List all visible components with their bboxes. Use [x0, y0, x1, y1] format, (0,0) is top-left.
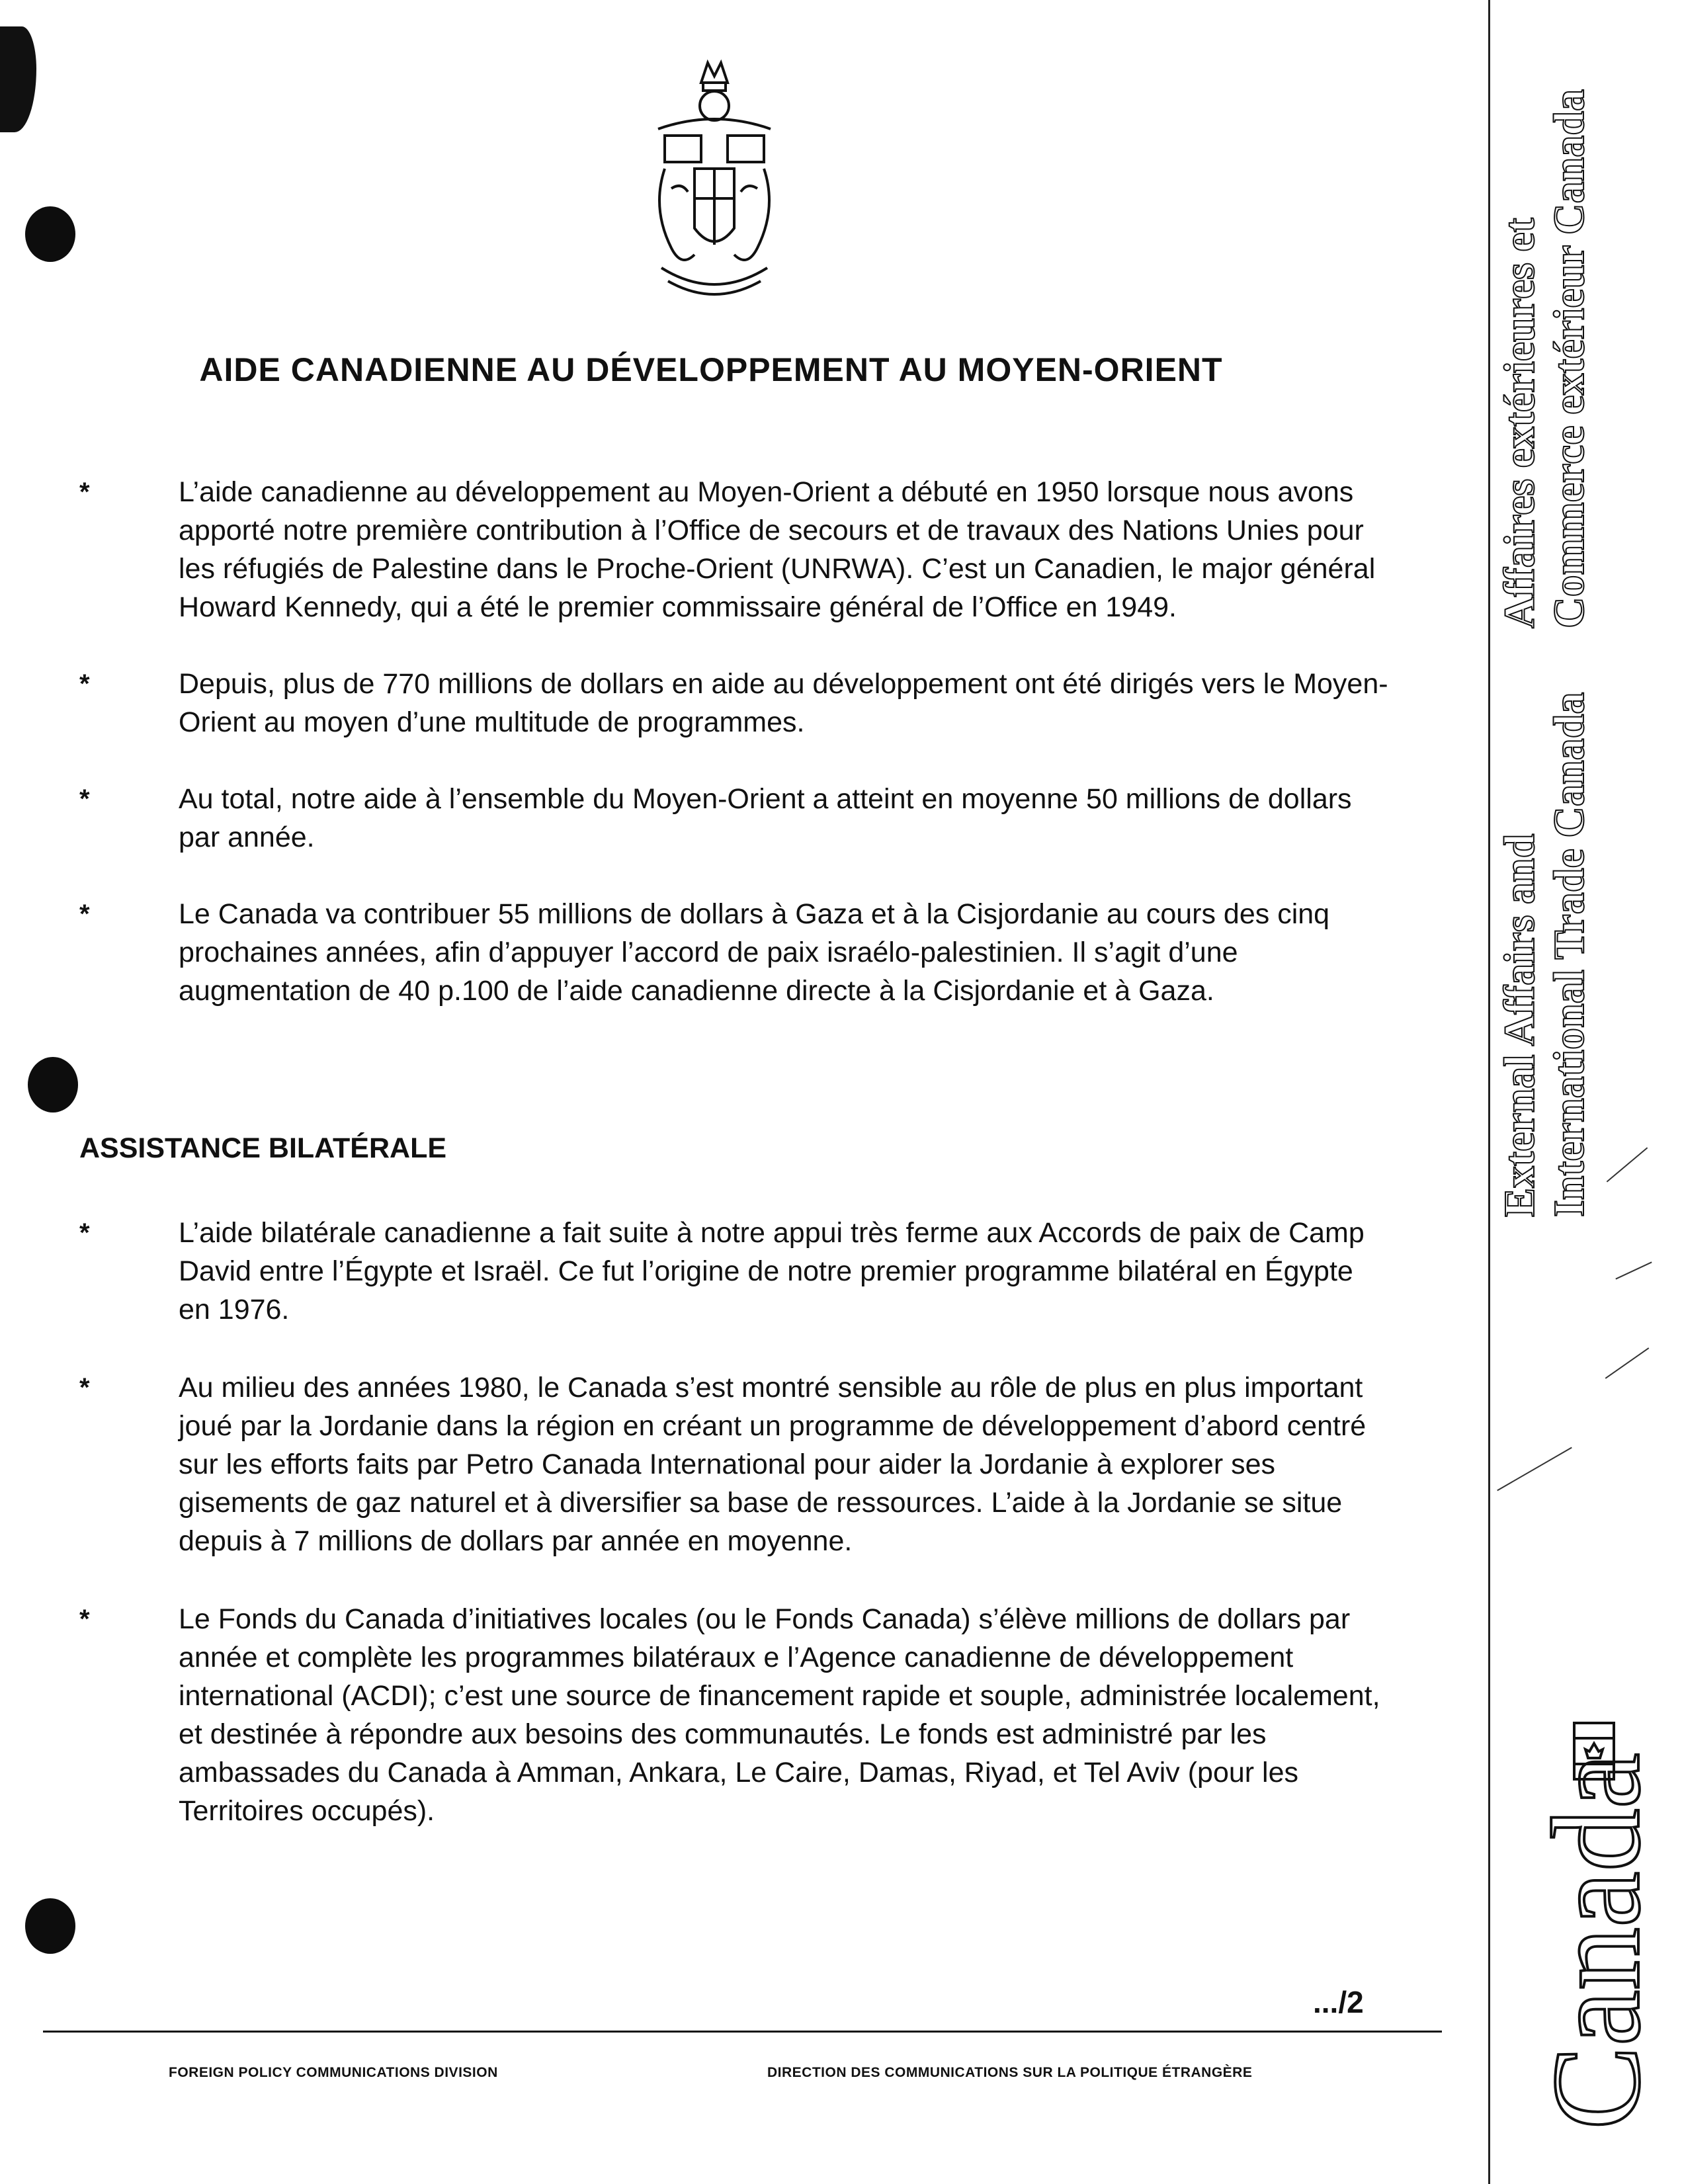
coat-of-arms-icon — [645, 56, 784, 308]
letterhead-sidebar — [1495, 0, 1682, 2184]
paragraph: L’aide bilatérale canadienne a fait suite à notre appui très ferme aux Accords de paix de Camp David entre l’Égypte et Israël. Ce fut l’origine de notre premier programme bilatéral en Égypte en 1976. — [179, 1217, 1365, 1325]
bullet-marker: * — [79, 478, 90, 507]
canada-wordmark: Canada — [1527, 1753, 1666, 2130]
page-title: AIDE CANADIENNE AU DÉVELOPPEMENT AU MOYEN-ORIENT — [199, 351, 1223, 388]
list-item — [79, 1368, 1389, 1560]
bullet-marker: * — [79, 784, 90, 814]
paragraph: L’aide canadienne au développement au Moyen-Orient a débuté en 1950 lorsque nous avons apporté notre première contribution à l’Office de secours et de travaux des Nations Unies pour les réfugiés de Palestine dans le Proche-Orient (UNRWA). C’est un Canadien, le major général Howard Kennedy, qui a été le premier commissaire général de l’Office en 1949. — [179, 476, 1376, 623]
letterhead-fr-line2: Commerce extérieur Canada — [1545, 89, 1593, 628]
letterhead-en-line1: External Affairs and — [1495, 833, 1544, 1217]
letterhead-en-line2: International Trade Canada — [1545, 692, 1593, 1217]
list-item — [79, 1214, 1389, 1329]
paragraph: Le Fonds du Canada d’initiatives locales (ou le Fonds Canada) s’élève millions de dollars par année et complète les programmes bilatéraux e l’Agence canadienne de développement international (ACDI); c’est une source de financement rapide et souple, administrée localement, et destinée à répondre aux besoins des communautés. Le fonds est administré par les ambassades du Canada à Amman, Ankara, Le Caire, Damas, Riyad, et Tel Aviv (pour les Territoires occupés). — [179, 1603, 1380, 1827]
section-heading: ASSISTANCE BILATÉRALE — [79, 1132, 447, 1164]
list-item — [79, 1600, 1389, 1830]
punch-hole-bottom — [25, 1898, 75, 1954]
list-item — [79, 895, 1389, 1010]
bullet-marker: * — [79, 1373, 90, 1402]
list-item — [79, 473, 1389, 626]
bullet-marker: * — [79, 900, 90, 929]
punch-hole-middle — [28, 1057, 78, 1113]
letterhead-divider — [1488, 0, 1490, 2184]
page-continuation: .../2 — [1313, 1985, 1364, 2019]
footer-right: DIRECTION DES COMMUNICATIONS SUR LA POLITIQUE ÉTRANGÈRE — [767, 2065, 1253, 2080]
footer-left: FOREIGN POLICY COMMUNICATIONS DIVISION — [169, 2065, 498, 2080]
bullet-marker: * — [79, 1605, 90, 1634]
letterhead-fr-line1: Affaires extérieures et — [1495, 218, 1544, 628]
paragraph: Depuis, plus de 770 millions de dollars en aide au développement ont été dirigés vers le Moyen-Orient au moyen d’une multitude de programmes. — [179, 668, 1388, 738]
bullet-marker: * — [79, 1218, 90, 1247]
flag-icon — [1571, 1720, 1617, 1783]
paragraph: Au total, notre aide à l’ensemble du Moyen-Orient a atteint en moyenne 50 millions de dollars par année. — [179, 783, 1352, 853]
paragraph: Au milieu des années 1980, le Canada s’est montré sensible au rôle de plus en plus important joué par la Jordanie dans la région en créant un programme de développement d’abord centré sur les efforts faits par Petro Canada International pour aider la Jordanie à explorer ses gisements de gaz naturel et à diversifier sa base de ressources. L’aide à la Jordanie se situe depuis à 7 millions de dollars par année en moyenne. — [179, 1372, 1367, 1557]
footer-rule — [43, 2031, 1442, 2033]
list-item — [79, 780, 1389, 857]
intro-list — [79, 473, 1389, 1051]
list-item — [79, 665, 1389, 741]
bilateral-list — [79, 1214, 1389, 1871]
bullet-marker: * — [79, 669, 90, 698]
scan-smudge — [0, 26, 36, 132]
punch-hole-top — [25, 206, 75, 262]
paragraph: Le Canada va contribuer 55 millions de dollars à Gaza et à la Cisjordanie au cours des cinq prochaines années, afin d’appuyer l’accord de paix israélo-palestinien. Il s’agit d’une augmentation de 40 p.100 de l’aide canadienne directe à la Cisjordanie et à Gaza. — [179, 898, 1330, 1007]
